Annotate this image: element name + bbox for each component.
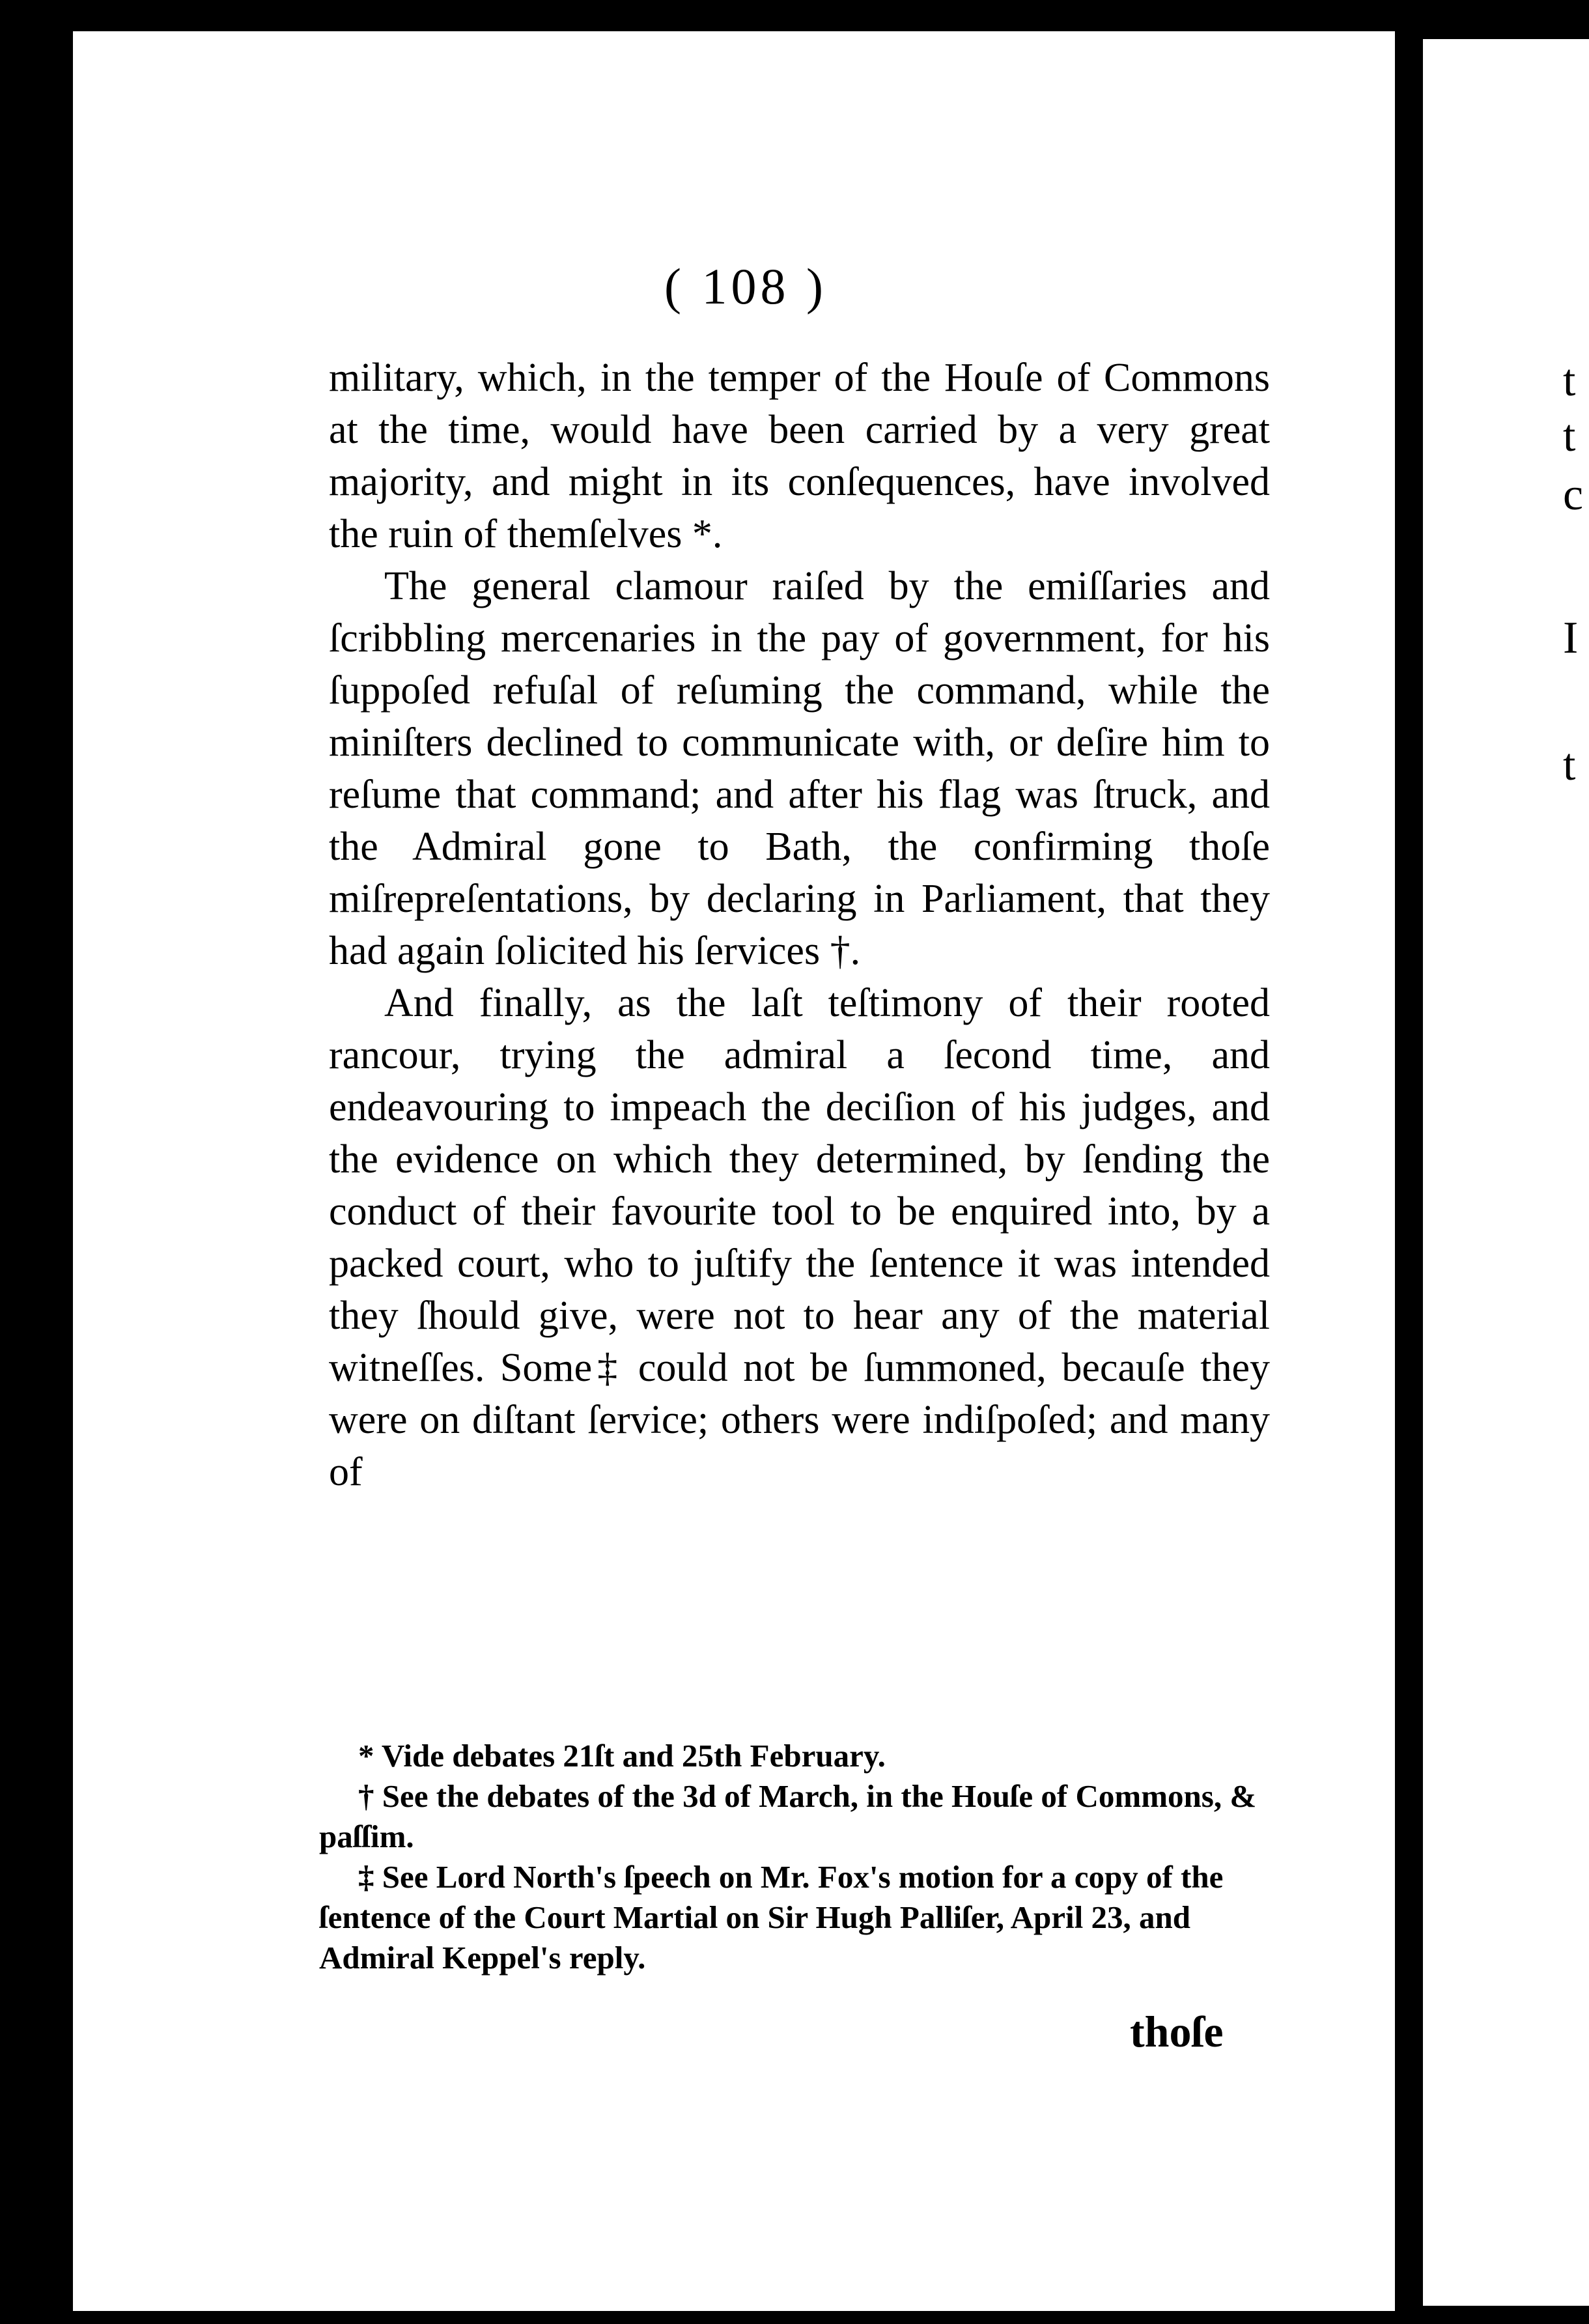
footnote: * Vide debates 21ſt and 25th February. — [358, 1738, 886, 1774]
main-text — [329, 352, 1270, 1498]
footnote: ‡ See Lord North's ſpeech on Mr. Fox's motion for a copy of the ſentence of the Court Martial on Sir Hugh Palliſer, April 23, and Admiral Keppel's reply. — [319, 1859, 1224, 1976]
paragraph: military, which, in the temper of the Houſe of Commons at the time, would have been carried by a very great majority, and might in its conſequences, have involved the ruin of themſelves *. — [329, 356, 1270, 556]
facing-page-fragment: t — [1563, 740, 1576, 790]
footnote: † See the debates of the 3d of March, in the Houſe of Commons, & paſſim. — [319, 1778, 1257, 1854]
facing-page-fragment: t — [1563, 356, 1576, 406]
facing-page-edge — [1423, 39, 1589, 2306]
catchword: thoſe — [1130, 2007, 1224, 2056]
facing-page-fragment: I — [1563, 613, 1579, 663]
facing-page-fragment: t — [1563, 411, 1576, 461]
paragraph: And finally, as the laſt teſtimony of their rooted rancour, trying the admiral a ſecond time, and endeavouring to impeach the deciſion of his judges, and the evidence on which they determined, by ſending the conduct of their favourite tool to be enquired into, by a packed court, who to juſtify the ſentence it was intended they ſhould give, were not to hear any of the material witneſſes. Some‡ could not be ſummoned, becauſe they were on diſtant ſervice; others were indiſpoſed; and many of — [329, 981, 1270, 1494]
page-number: ( 108 ) — [664, 258, 827, 315]
footnotes — [319, 1736, 1276, 1978]
paragraph: The general clamour raiſed by the emiſſaries and ſcribbling mercenaries in the pay of government, for his ſuppoſed refuſal of reſuming the command, while the miniſters declined to communicate with, or deſire him to reſume that command; and after his flag was ſtruck, and the Admiral gone to Bath, the confirming thoſe miſrepreſentations, by declaring in Parliament, that they had again ſolicited his ſervices †. — [329, 564, 1270, 973]
facing-page-fragment: c — [1563, 470, 1584, 520]
